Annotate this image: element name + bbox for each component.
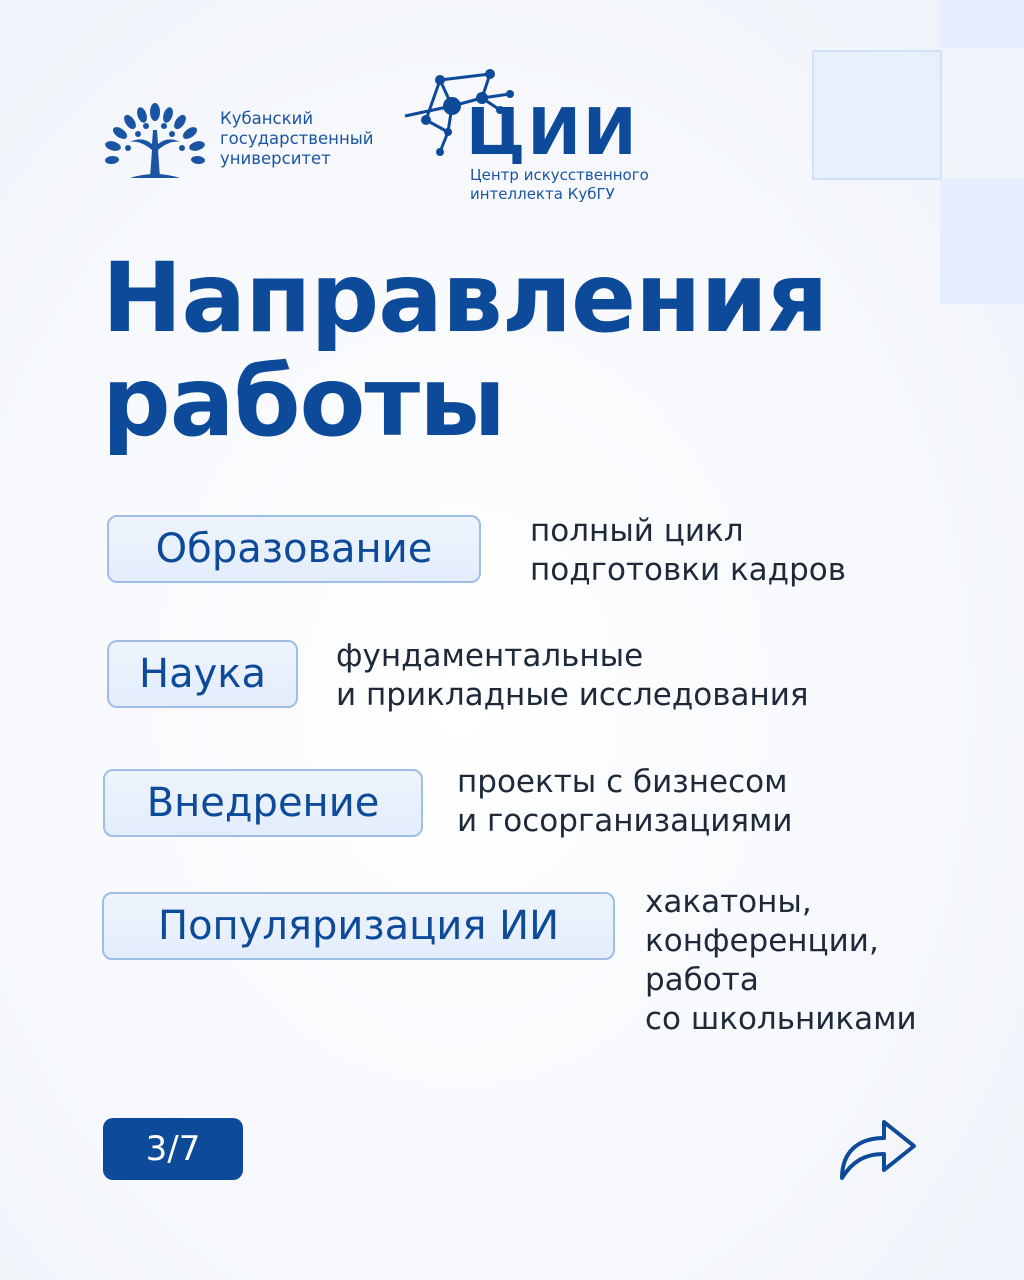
direction-label-implementation: Внедрение <box>103 769 423 837</box>
university-logo <box>100 100 390 180</box>
center-logo <box>400 66 670 216</box>
university-name-line: Кубанский <box>220 109 314 128</box>
direction-desc-education: полный цикл подготовки кадров <box>530 513 847 588</box>
direction-label-popularization: Популяризация ИИ <box>102 892 615 960</box>
decor-square <box>940 178 1024 304</box>
page-title-line: работы <box>102 346 505 458</box>
decor-square <box>812 50 942 180</box>
university-name <box>220 109 373 169</box>
direction-desc-implementation: проекты с бизнесом и госорганизациями <box>457 764 793 839</box>
page-indicator: 3/7 <box>103 1118 243 1180</box>
decor-square <box>940 0 1024 48</box>
center-name-line: интеллекта КубГУ <box>470 185 615 203</box>
center-name-line: Центр искусственного <box>470 166 649 184</box>
page-title-line: Направления <box>102 242 828 354</box>
direction-desc-science: фундаментальные и прикладные исследования <box>336 638 809 713</box>
center-abbr: ЦИИ <box>466 96 639 170</box>
direction-label-education: Образование <box>107 515 481 583</box>
next-button[interactable] <box>836 1108 920 1188</box>
direction-label-science: Наука <box>107 640 298 708</box>
university-name-line: университет <box>220 149 331 168</box>
page-title <box>102 242 828 458</box>
direction-desc-popularization: хакатоны, конференции, работа со школьниками <box>645 884 917 1037</box>
university-name-line: государственный <box>220 129 374 148</box>
forward-arrow-icon <box>836 1108 920 1184</box>
tree-icon <box>100 100 210 182</box>
center-name <box>470 166 649 204</box>
